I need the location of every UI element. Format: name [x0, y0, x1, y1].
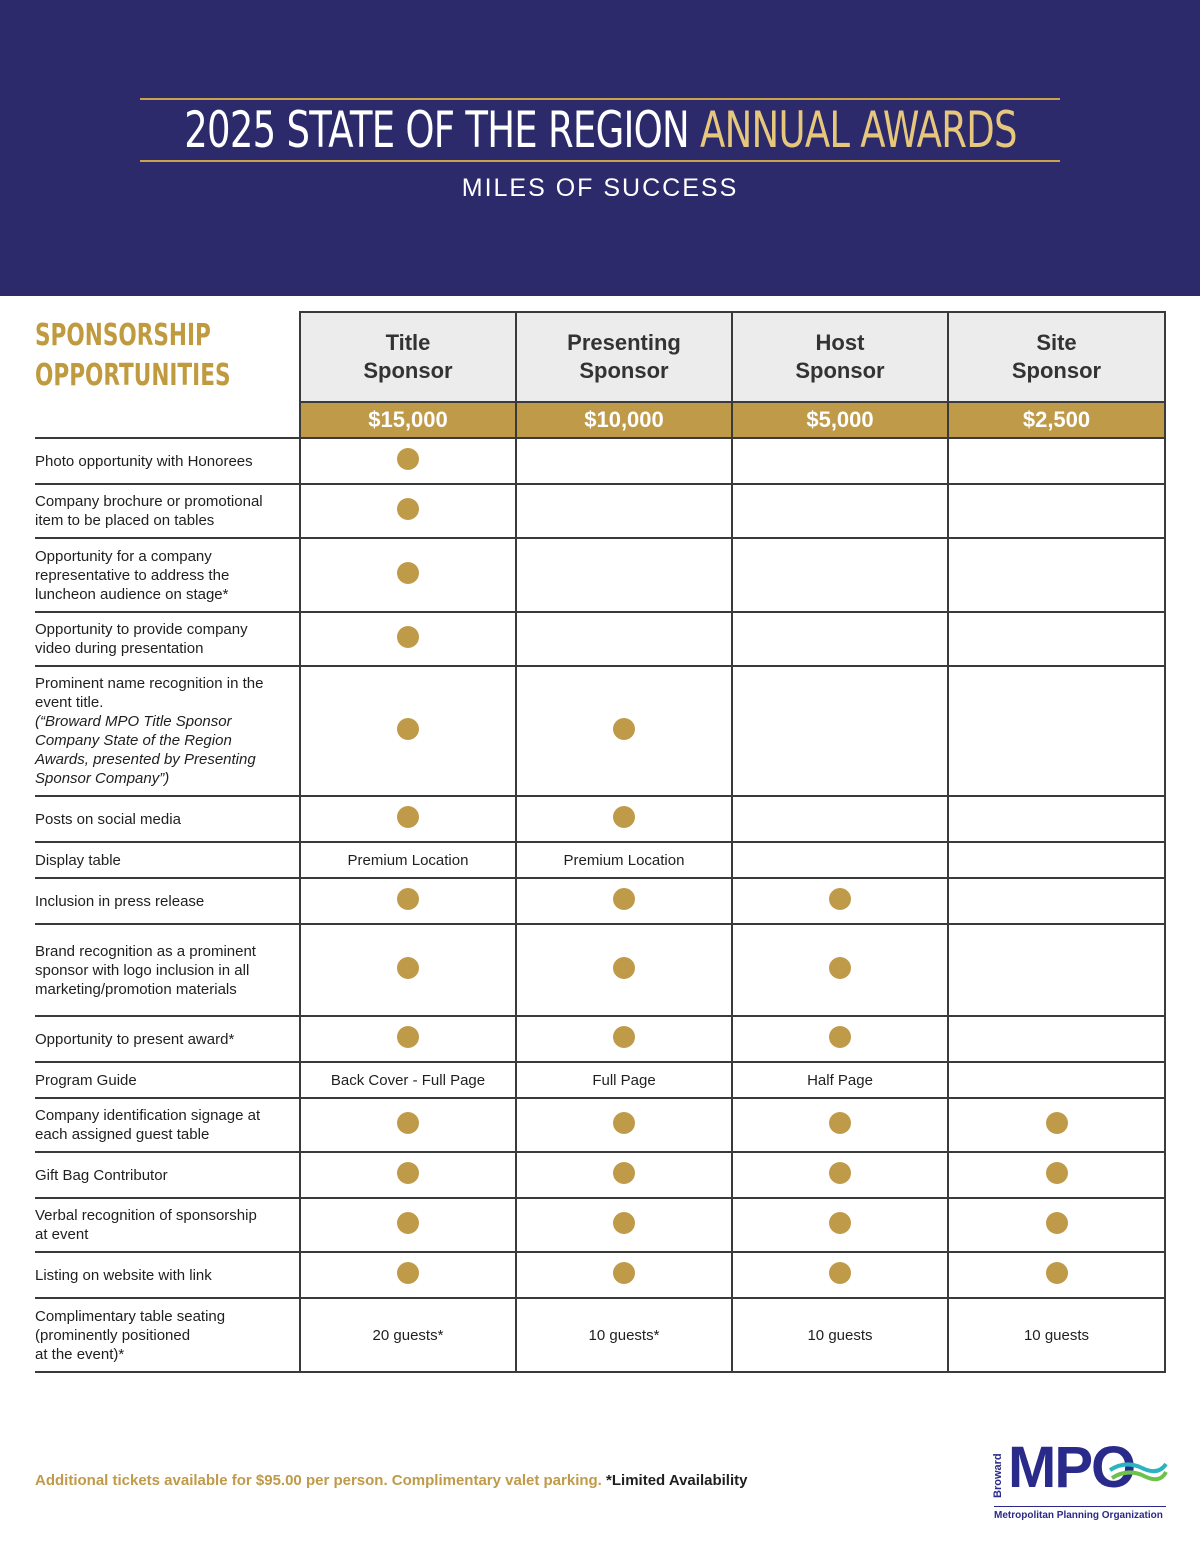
tier-price: $2,500 [948, 402, 1165, 438]
price-label-spacer [35, 402, 300, 438]
included-dot-icon [829, 957, 851, 979]
included-dot-icon [613, 1162, 635, 1184]
included-dot-icon [397, 448, 419, 470]
benefit-label-line: representative to address the [35, 566, 230, 584]
included-dot-icon [397, 498, 419, 520]
benefit-cell [300, 612, 516, 666]
benefit-label [35, 1298, 300, 1372]
benefit-cell [948, 1298, 1165, 1372]
benefit-label-line: Opportunity for a company [35, 547, 212, 565]
benefit-label-italic-line: Awards, presented by Presenting [35, 751, 256, 768]
benefit-label [35, 438, 300, 484]
tier-price: $5,000 [732, 402, 948, 438]
included-dot-icon [829, 888, 851, 910]
tier-name-line2: Sponsor [579, 358, 669, 383]
included-dot-icon [1046, 1262, 1068, 1284]
title-white-part: 2025 STATE OF THE REGION [183, 101, 689, 159]
tier-header-row [35, 312, 1165, 402]
benefit-label-line: luncheon audience on stage* [35, 585, 229, 603]
benefit-label-line: at the event)* [35, 1345, 125, 1363]
included-dot-icon [397, 1112, 419, 1134]
included-dot-icon [397, 1162, 419, 1184]
benefit-label-italic-line: Company State of the Region [35, 732, 232, 749]
benefit-cell [732, 796, 948, 842]
section-heading-line2: OPPORTUNITIES [35, 358, 231, 393]
benefit-cell-text: 20 guests* [372, 1326, 444, 1344]
benefit-cell [516, 1298, 732, 1372]
benefit-label [35, 612, 300, 666]
benefit-row [35, 612, 1165, 666]
section-heading-line1: SPONSORSHIP [35, 318, 211, 353]
benefit-label-italic-line: Sponsor Company”) [35, 770, 170, 787]
benefit-label-line: Opportunity to provide company [35, 621, 248, 638]
benefit-label-line: (prominently positioned [35, 1326, 191, 1344]
event-title [140, 98, 1060, 162]
benefit-cell [948, 1098, 1165, 1152]
tier-name-cell [948, 312, 1165, 402]
benefit-cell [300, 538, 516, 612]
sponsorship-table [35, 311, 1166, 1373]
benefit-label [35, 842, 300, 878]
included-dot-icon [613, 806, 635, 828]
included-dot-icon [397, 1026, 419, 1048]
benefit-cell [948, 666, 1165, 796]
benefit-label-line: Posts on social media [35, 810, 181, 828]
included-dot-icon [613, 1112, 635, 1134]
benefit-label-line: Opportunity to present award* [35, 1030, 235, 1048]
tier-name-line1: Title [385, 330, 431, 355]
benefit-cell [516, 1016, 732, 1062]
included-dot-icon [829, 1212, 851, 1234]
benefit-cell [516, 612, 732, 666]
benefit-label-line: each assigned guest table [35, 1126, 210, 1143]
included-dot-icon [397, 1212, 419, 1234]
benefit-cell [300, 438, 516, 484]
tier-name-cell [732, 312, 948, 402]
benefit-cell [516, 842, 732, 878]
benefit-label [35, 878, 300, 924]
benefit-cell [948, 878, 1165, 924]
benefit-label [35, 1016, 300, 1062]
included-dot-icon [613, 1262, 635, 1284]
benefit-cell [732, 1298, 948, 1372]
event-subtitle: MILES OF SUCCESS [461, 174, 739, 202]
benefit-cell-text: Premium Location [347, 851, 469, 869]
benefit-label-line: marketing/promotion materials [35, 980, 237, 998]
footer-limited-note: *Limited Availability [606, 1472, 748, 1489]
benefit-label [35, 1062, 300, 1098]
logo-wave-icon [1108, 1456, 1168, 1486]
benefit-cell [732, 438, 948, 484]
benefit-label-line: Complimentary table seating [35, 1307, 226, 1325]
benefit-cell [300, 1198, 516, 1252]
benefit-cell [300, 1252, 516, 1298]
included-dot-icon [397, 957, 419, 979]
benefit-label-line: Gift Bag Contributor [35, 1166, 168, 1184]
title-gold-part: ANNUAL AWARDS [699, 101, 1017, 159]
tier-name-line2: Sponsor [795, 358, 885, 383]
included-dot-icon [397, 562, 419, 584]
benefit-cell [948, 1152, 1165, 1198]
included-dot-icon [397, 626, 419, 648]
benefit-label-line: Verbal recognition of sponsorship [35, 1207, 257, 1224]
benefit-cell [732, 878, 948, 924]
benefit-row [35, 1016, 1165, 1062]
benefit-cell [300, 1098, 516, 1152]
tier-name-cell [300, 312, 516, 402]
benefit-row [35, 1252, 1165, 1298]
benefit-cell [516, 666, 732, 796]
event-title-text [184, 101, 1016, 159]
benefit-label-line: Company brochure or promotional [35, 493, 263, 510]
benefit-label-line: Company identification signage at [35, 1107, 261, 1124]
benefit-row [35, 438, 1165, 484]
benefit-cell [948, 842, 1165, 878]
benefit-cell [516, 538, 732, 612]
included-dot-icon [397, 718, 419, 740]
benefit-label [35, 1252, 300, 1298]
benefit-cell [300, 796, 516, 842]
tier-name-line1: Site [1036, 330, 1077, 355]
benefit-row [35, 796, 1165, 842]
benefit-cell [516, 924, 732, 1016]
benefit-cell [732, 1098, 948, 1152]
benefit-label-line: Prominent name recognition in the [35, 675, 264, 692]
header-label-spacer [35, 312, 300, 402]
benefit-cell [732, 538, 948, 612]
included-dot-icon [829, 1026, 851, 1048]
benefit-row [35, 1152, 1165, 1198]
included-dot-icon [829, 1162, 851, 1184]
included-dot-icon [397, 806, 419, 828]
benefit-cell [516, 878, 732, 924]
benefit-label-line: at event [35, 1226, 89, 1243]
logo-subtitle: Metropolitan Planning Organization [994, 1506, 1166, 1521]
benefit-cell [300, 1298, 516, 1372]
tier-price-row [35, 402, 1165, 438]
benefit-label [35, 666, 300, 796]
benefit-cell [948, 1062, 1165, 1098]
included-dot-icon [613, 1026, 635, 1048]
benefit-cell [300, 484, 516, 538]
benefit-cell [516, 1252, 732, 1298]
benefit-label [35, 484, 300, 538]
logo-broward-text: Broward [992, 1453, 1004, 1498]
benefit-label-line: sponsor with logo inclusion in all [35, 961, 250, 979]
benefit-cell [948, 484, 1165, 538]
broward-mpo-logo [990, 1435, 1170, 1526]
benefit-label [35, 1198, 300, 1252]
benefit-cell [732, 924, 948, 1016]
included-dot-icon [613, 1212, 635, 1234]
benefit-cell [516, 438, 732, 484]
tier-name-line1: Presenting [567, 330, 681, 355]
benefit-row [35, 1298, 1165, 1372]
benefit-cell [732, 842, 948, 878]
benefit-row [35, 666, 1165, 796]
included-dot-icon [829, 1112, 851, 1134]
benefit-cell [516, 796, 732, 842]
header-banner [0, 0, 1200, 296]
benefit-label [35, 538, 300, 612]
benefit-label-line: item to be placed on tables [35, 512, 215, 529]
footer-note [35, 1472, 747, 1489]
benefit-label [35, 1152, 300, 1198]
benefit-label [35, 924, 300, 1016]
benefit-cell [300, 924, 516, 1016]
benefit-cell [948, 796, 1165, 842]
benefit-cell [300, 1152, 516, 1198]
benefit-cell-text: 10 guests* [588, 1326, 660, 1344]
benefit-cell [948, 612, 1165, 666]
benefit-label-line: Display table [35, 851, 121, 869]
benefit-row [35, 1062, 1165, 1098]
benefit-label-line: event title. [35, 694, 104, 711]
benefit-label-line: Program Guide [35, 1071, 137, 1089]
benefit-cell [516, 1198, 732, 1252]
benefit-cell-text: Premium Location [563, 851, 685, 869]
benefit-cell [732, 1252, 948, 1298]
benefit-cell [948, 1252, 1165, 1298]
benefit-row [35, 924, 1165, 1016]
benefit-label-italic-line: (“Broward MPO Title Sponsor [35, 713, 232, 730]
benefit-cell [300, 666, 516, 796]
benefit-cell-text: Full Page [592, 1071, 656, 1089]
included-dot-icon [613, 957, 635, 979]
benefit-row [35, 1198, 1165, 1252]
benefit-cell-text: 10 guests [1023, 1326, 1090, 1344]
benefit-cell-text: 10 guests [807, 1326, 873, 1344]
benefit-cell [948, 924, 1165, 1016]
tier-price: $10,000 [516, 402, 732, 438]
benefit-row [35, 878, 1165, 924]
benefit-cell [948, 438, 1165, 484]
benefit-label-line: Listing on website with link [35, 1266, 212, 1284]
benefit-cell [516, 1098, 732, 1152]
benefit-cell [948, 538, 1165, 612]
included-dot-icon [1046, 1162, 1068, 1184]
benefit-label-line: Brand recognition as a prominent [35, 942, 256, 960]
included-dot-icon [613, 718, 635, 740]
benefit-cell [300, 1062, 516, 1098]
benefit-cell [516, 1152, 732, 1198]
tier-price: $15,000 [300, 402, 516, 438]
benefit-cell [948, 1198, 1165, 1252]
benefit-cell [948, 1016, 1165, 1062]
benefit-cell [732, 1152, 948, 1198]
benefit-cell [300, 842, 516, 878]
included-dot-icon [1046, 1212, 1068, 1234]
benefit-label-line: Photo opportunity with Honorees [35, 452, 253, 470]
footer-tickets-note: Additional tickets available for $95.00 per person. Complimentary valet parking. [35, 1472, 602, 1489]
benefit-cell [732, 1198, 948, 1252]
logo-mpo-text: MPO [1008, 1435, 1135, 1500]
benefit-cell-text: Half Page [807, 1071, 873, 1089]
tier-name-line2: Sponsor [363, 358, 453, 383]
included-dot-icon [397, 1262, 419, 1284]
benefit-row [35, 1098, 1165, 1152]
benefit-cell [732, 666, 948, 796]
benefit-row [35, 484, 1165, 538]
benefit-label [35, 796, 300, 842]
benefit-cell [300, 878, 516, 924]
benefit-cell [516, 1062, 732, 1098]
benefit-cell [732, 1016, 948, 1062]
benefit-cell [516, 484, 732, 538]
tier-name-line2: Sponsor [1011, 358, 1102, 383]
benefit-row [35, 842, 1165, 878]
benefit-cell-text: Back Cover - Full Page [330, 1071, 486, 1089]
benefit-cell [732, 484, 948, 538]
benefit-row [35, 538, 1165, 612]
benefit-cell [732, 612, 948, 666]
tier-name-line1: Host [815, 330, 865, 355]
included-dot-icon [1046, 1112, 1068, 1134]
benefit-label [35, 1098, 300, 1152]
benefit-label-line: Inclusion in press release [35, 892, 205, 910]
benefit-cell [300, 1016, 516, 1062]
benefit-cell [732, 1062, 948, 1098]
tier-name-cell [516, 312, 732, 402]
included-dot-icon [829, 1262, 851, 1284]
included-dot-icon [613, 888, 635, 910]
benefit-label-line: video during presentation [35, 640, 204, 657]
included-dot-icon [397, 888, 419, 910]
